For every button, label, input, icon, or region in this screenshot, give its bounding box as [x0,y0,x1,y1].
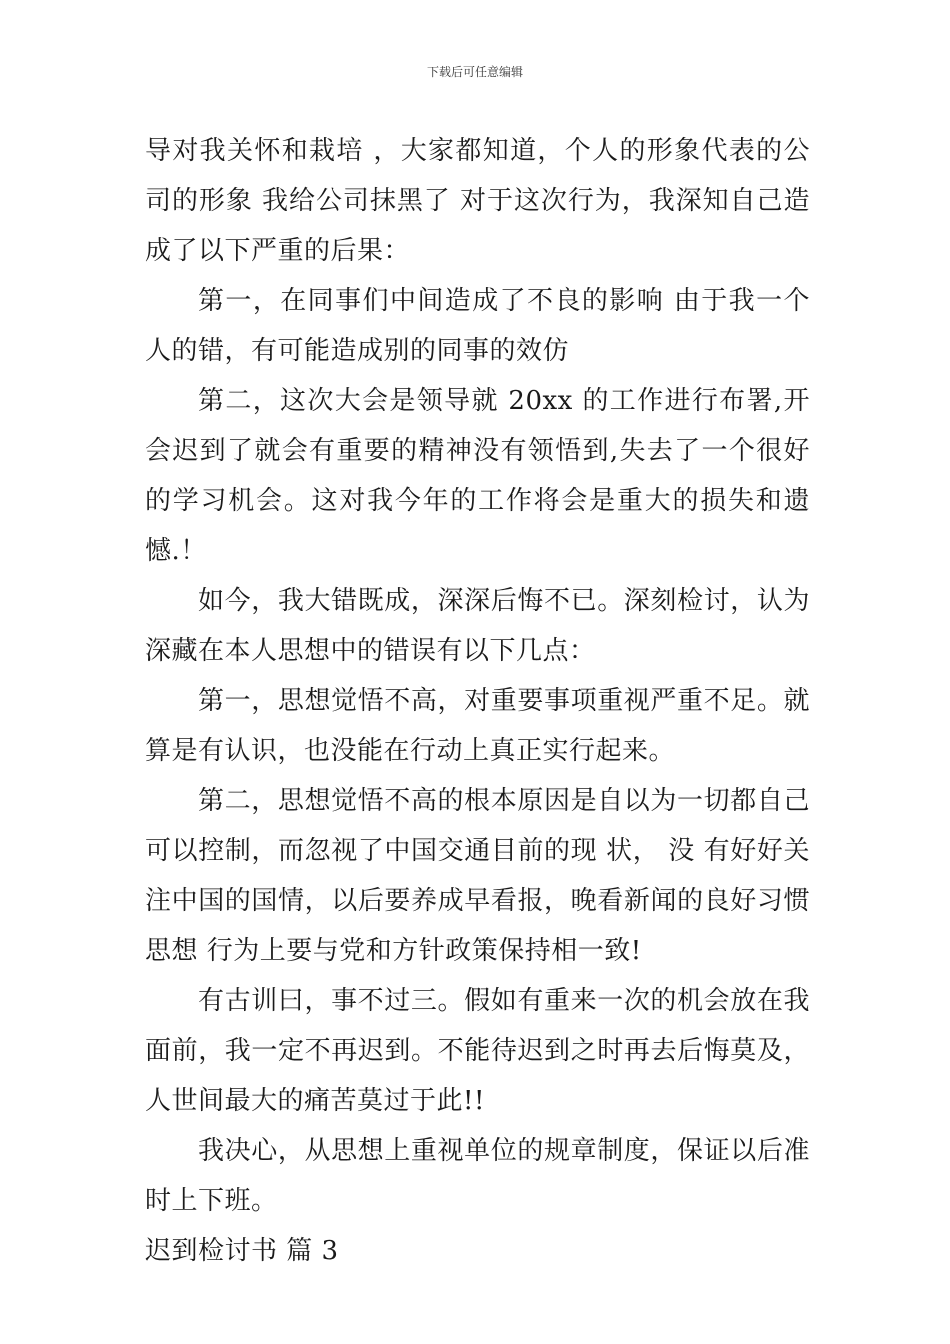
paragraph-fault-1: 第一，思想觉悟不高，对重要事项重视严重不足。就算是有认识，也没能在行动上真正实行起来。 [145,686,810,766]
paragraph-fault-2: 第二，思想觉悟不高的根本原因是自以为一切都自己可以控制，而忽视了中国交通目前的现 状， 没 有好好关注中国的国情，以后要养成早看报，晚看新闻的良好习惯 思想 行为上要与党和方针政策保持相一致! [145,786,810,966]
section-heading: 迟到检讨书 篇 3 [145,1236,339,1266]
page-header-note: 下载后可任意编辑 [426,65,523,79]
paragraph-proverb: 有古训曰，事不过三。假如有重来一次的机会放在我面前，我一定不再迟到。不能待迟到之时再去后悔莫及，人世间最大的痛苦莫过于此!! [145,986,810,1116]
paragraph-resolution: 我决心，从思想上重视单位的规章制度，保证以后准时上下班。 [145,1136,810,1216]
paragraph-continuation: 导对我关怀和栽培 ，大家都知道，个人的形象代表的公司的形象 我给公司抹黑了 对于这次行为，我深知自己造成了以下严重的后果： [145,136,810,266]
paragraph-point-1-impact: 第一，在同事们中间造成了不良的影响 由于我一个人的错，有可能造成别的同事的效仿 [145,286,810,366]
document-body [145,126,810,1276]
paragraph-point-2-meeting: 第二，这次大会是领导就 20xx 的工作进行布署,开会迟到了就会有重要的精神没有领悟到,失去了一个很好的学习机会。这对我今年的工作将会是重大的损失和遗憾.！ [145,386,810,566]
paragraph-reflection-intro: 如今，我大错既成，深深后悔不已。深刻检讨，认为深藏在本人思想中的错误有以下几点： [145,586,810,666]
